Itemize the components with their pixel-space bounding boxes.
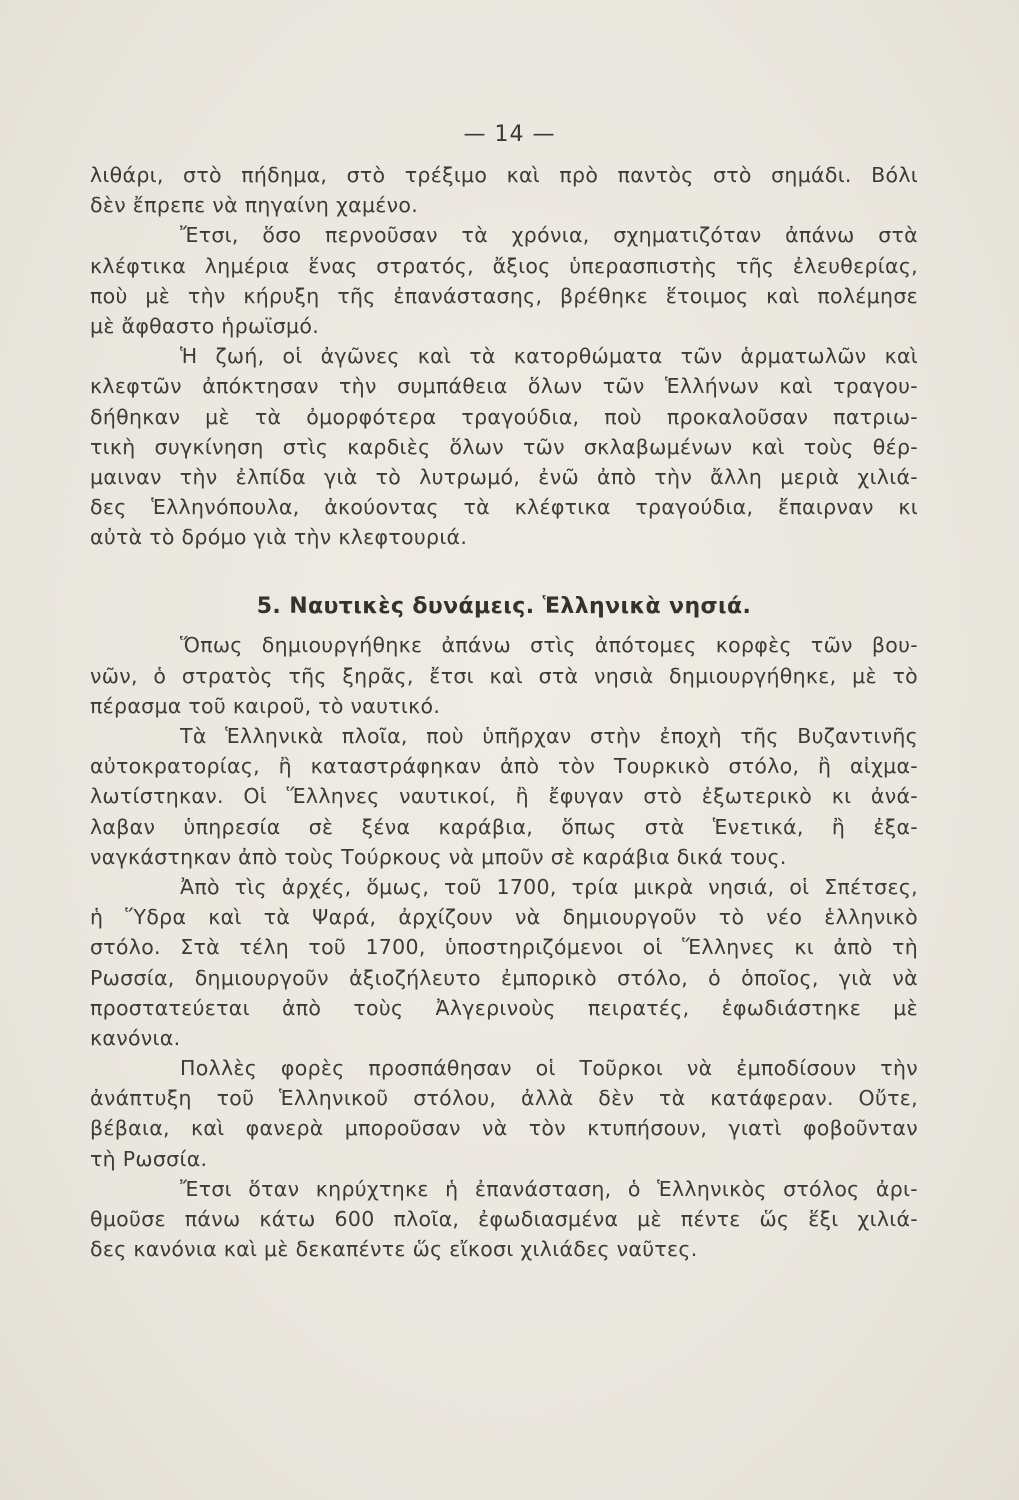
text-line: Ἔτσι ὅταν κηρύχτηκε ἡ ἐπανάσταση, ὁ Ἑλληνικὸς στόλος ἀρι- [180, 1176, 918, 1201]
text-line: πέρασμα τοῦ καιροῦ, τὸ ναυτικό. [90, 693, 441, 718]
paragraph [90, 630, 918, 721]
text-line: λωτίστηκαν. Οἱ Ἕλληνες ναυτικοί, ἢ ἔφυγαν στὸ ἐξωτερικὸ κι ἀνά- [90, 784, 918, 809]
section-heading: 5. Ναυτικὲς δυνάμεις. Ἑλληνικὰ νησιά. [256, 594, 752, 620]
text-line: Ὅπως δημιουργήθηκε ἀπάνω στὶς ἀπότομες κορφὲς τῶν βου- [180, 633, 918, 658]
paragraph [90, 341, 918, 552]
text-line: αὐτὰ τὸ δρόμο γιὰ τὴν κλεφτουριά. [90, 525, 468, 550]
text-line: Ἀπὸ τὶς ἀρχές, ὅμως, τοῦ 1700, τρία μικρὰ νησιά, οἱ Σπέτσες, [180, 874, 918, 899]
text-line: στόλο. Στὰ τέλη τοῦ 1700, ὑποστηριζόμενοι οἱ Ἕλληνες κι ἀπὸ τὴ [90, 935, 918, 960]
text-line: λαβαν ὑπηρεσία σὲ ξένα καράβια, ὅπως στὰ Ἑνετικά, ἢ ἐξα- [90, 814, 918, 839]
text-line: δήθηκαν μὲ τὰ ὀμορφότερα τραγούδια, ποὺ προκαλοῦσαν πατριω- [90, 404, 918, 429]
text-line: ἀνάπτυξη τοῦ Ἑλληνικοῦ στόλου, ἀλλὰ δὲν τὰ κατάφεραν. Οὔτε, [90, 1086, 918, 1111]
text-line: ναγκάστηκαν ἀπὸ τοὺς Τούρκους νὰ μποῦν σὲ καράβια δικά τους. [90, 844, 787, 869]
text-line: Ἔτσι, ὅσο περνοῦσαν τὰ χρόνια, σχηματιζόταν ἀπάνω στὰ [180, 223, 918, 248]
text-line: προστατεύεται ἀπὸ τοὺς Ἀλγερινοὺς πειρατές, ἐφωδιάστηκε μὲ [90, 995, 918, 1020]
page-number: — 14 — [463, 122, 556, 147]
text-line: τικὴ συγκίνηση στὶς καρδιὲς ὅλων τῶν σκλαβωμένων καὶ τοὺς θέρ- [90, 434, 918, 459]
text-line: ποὺ μὲ τὴν κήρυξη τῆς ἐπανάστασης, βρέθηκε ἕτοιμος καὶ πολέμησε [90, 283, 918, 308]
text-line: κλεφτῶν ἀπόκτησαν τὴν συμπάθεια ὅλων τῶν Ἑλλήνων καὶ τραγου- [90, 374, 918, 399]
text-line: αὐτοκρατορίας, ἢ καταστράφηκαν ἀπὸ τὸν Τουρκικὸ στόλο, ἢ αἰχμα- [90, 754, 918, 779]
text-line: μὲ ἄφθαστο ἡρωϊσμό. [90, 313, 320, 338]
text-line: λιθάρι, στὸ πήδημα, στὸ τρέξιμο καὶ πρὸ παντὸς στὸ σημάδι. Βόλι [90, 163, 918, 187]
text-line: βέβαια, καὶ φανερὰ μποροῦσαν νὰ τὸν κτυπήσουν, γιατὶ φοβοῦνταν [90, 1116, 918, 1141]
text-line: Πολλὲς φορὲς προσπάθησαν οἱ Τοῦρκοι νὰ ἐμποδίσουν τὴν [180, 1056, 918, 1081]
text-line: Τὰ Ἑλληνικὰ πλοῖα, ποὺ ὑπῆρχαν στὴν ἐποχὴ τῆς Βυζαντινῆς [180, 724, 918, 748]
text-line: κλέφτικα λημέρια ἕνας στρατός, ἄξιος ὑπερασπιστὴς τῆς ἐλευθερίας, [90, 253, 918, 278]
text-line: ἡ Ὕδρα καὶ τὰ Ψαρά, ἀρχίζουν νὰ δημιουργοῦν τὸ νέο ἑλληνικὸ [90, 905, 918, 930]
paragraph [90, 1053, 918, 1174]
paragraph [90, 160, 918, 220]
text-line: δες κανόνια καὶ μὲ δεκαπέντε ὥς εἴκοσι χιλιάδες ναῦτες. [90, 1237, 698, 1262]
text-line: θμοῦσε πάνω κάτω 600 πλοῖα, ἐφωδιασμένα μὲ πέντε ὥς ἕξι χιλιά- [90, 1207, 918, 1231]
spacer [90, 552, 918, 590]
text-line: δὲν ἔπρεπε νὰ πηγαίνη χαμένο. [90, 193, 419, 218]
text-line: Ρωσσία, δημιουργοῦν ἀξιοζήλευτο ἐμπορικὸ στόλο, ὁ ὁποῖος, γιὰ νὰ [90, 965, 918, 990]
paragraph [90, 1174, 918, 1265]
text-line: δες Ἑλληνόπουλα, ἀκούοντας τὰ κλέφτικα τραγούδια, ἔπαιρναν κι [90, 495, 918, 520]
text-line: νῶν, ὁ στρατὸς τῆς ξηρᾶς, ἔτσι καὶ στὰ νησιὰ δημιουργήθηκε, μὲ τὸ [90, 663, 918, 688]
text-line: κανόνια. [90, 1025, 181, 1050]
text-line: τὴ Ρωσσία. [90, 1146, 208, 1171]
text-line: Ἡ ζωή, οἱ ἀγῶνες καὶ τὰ κατορθώματα τῶν ἁρματωλῶν καὶ [180, 344, 918, 369]
paragraph [90, 220, 918, 341]
paragraph [90, 721, 918, 872]
body-text [90, 160, 918, 1264]
text-line: μαιναν τὴν ἐλπίδα γιὰ τὸ λυτρωμό, ἐνῶ ἀπὸ τὴν ἄλλη μεριὰ χιλιά- [90, 464, 918, 489]
paragraph [90, 872, 918, 1053]
